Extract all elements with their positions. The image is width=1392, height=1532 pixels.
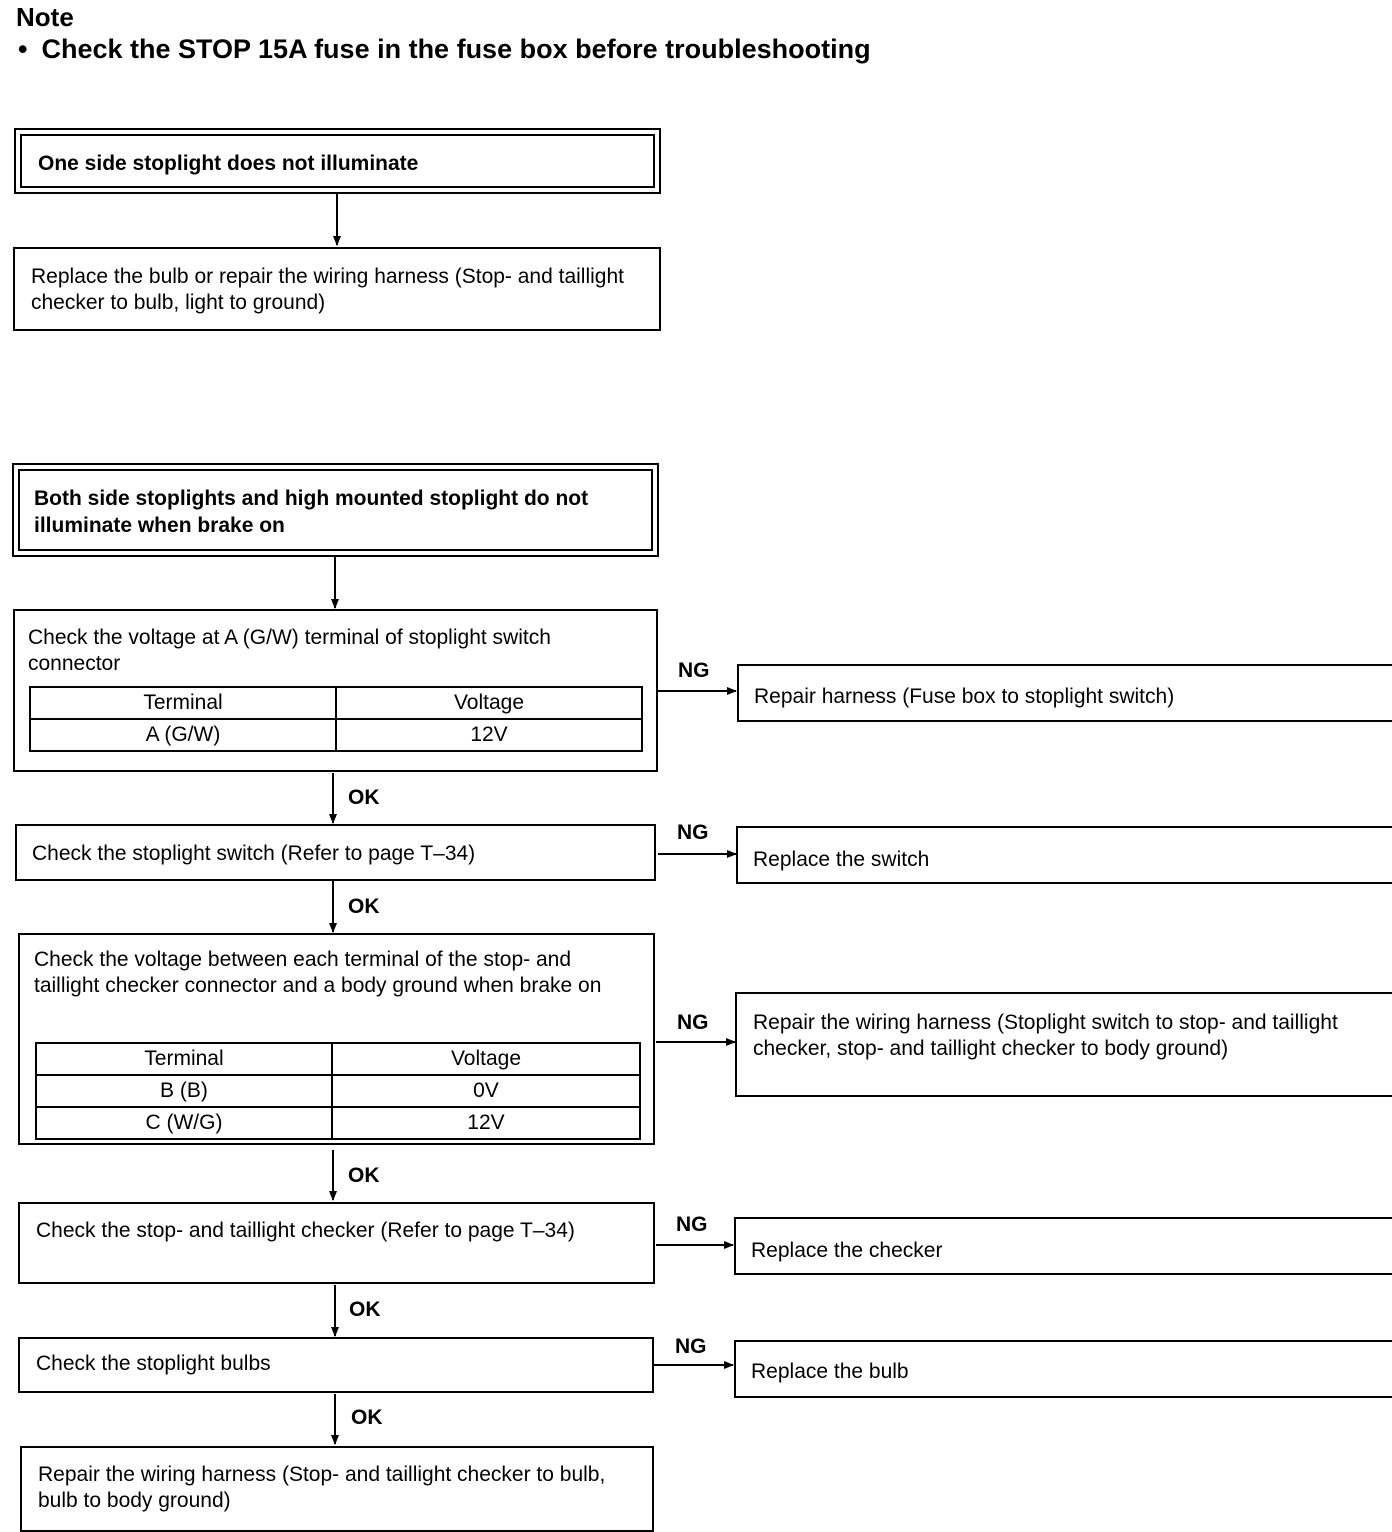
table-row [36,1107,640,1139]
table-cell-voltage: 0V [332,1075,640,1107]
table-cell-terminal: B (B) [36,1075,332,1107]
step3-ng-action: Repair the wiring harness (Stoplight switch to stop- and taillight checker, stop- and taillight checker to body ground) [753,1011,1338,1060]
final-action-box [20,1446,654,1532]
step2-ok-label: OK [348,895,380,918]
flow1-title-box [14,128,661,194]
table-header-row [36,1043,640,1075]
step1-text: Check the voltage at A (G/W) terminal of stoplight switch connector [28,626,551,675]
step3-ng-label: NG [677,1011,709,1034]
step4-ok-label: OK [349,1298,381,1321]
step2-box [15,824,656,881]
table-header-row [30,687,642,719]
note-bullet: • [18,34,28,64]
table-header-terminal: Terminal [36,1043,332,1075]
table-cell-voltage: 12V [336,719,642,751]
step2-ng-action: Replace the switch [753,848,930,871]
table-cell-voltage: 12V [332,1107,640,1139]
table-cell-terminal: C (W/G) [36,1107,332,1139]
step5-ng-action: Replace the bulb [751,1360,909,1383]
step3-ng-box [735,992,1392,1097]
step3-table [35,1042,641,1140]
flow2-title-box [12,463,659,557]
step4-ng-box [734,1217,1392,1275]
flow2-title: Both side stoplights and high mounted stoplight do not illuminate when brake on [34,487,589,537]
step4-text: Check the stop- and taillight checker (Refer to page T–34) [36,1219,575,1242]
note-title: Note [16,2,74,32]
flow1-action-box [13,247,661,331]
step4-ng-label: NG [676,1213,708,1236]
step2-text: Check the stoplight switch (Refer to page T–34) [32,842,476,865]
step5-ng-box [734,1340,1392,1398]
note-text: Check the STOP 15A fuse in the fuse box before troubleshooting [41,34,871,64]
step1-ng-box [737,664,1392,722]
table-header-voltage: Voltage [332,1043,640,1075]
step5-text: Check the stoplight bulbs [36,1352,271,1375]
table-row [36,1075,640,1107]
step1-box [13,609,658,772]
table-header-terminal: Terminal [30,687,336,719]
flow1-title: One side stoplight does not illuminate [38,152,419,175]
step1-ok-label: OK [348,786,380,809]
step4-ng-action: Replace the checker [751,1239,943,1262]
step1-table [29,686,643,752]
flow1-action: Replace the bulb or repair the wiring harness (Stop- and taillight checker to bulb, light to ground) [31,265,624,314]
step3-ok-label: OK [348,1164,380,1187]
step3-text: Check the voltage between each terminal of the stop- and taillight checker connector and a body ground when brake on [34,948,602,997]
step5-box [18,1337,654,1393]
final-action: Repair the wiring harness (Stop- and taillight checker to bulb, bulb to body ground) [38,1463,606,1512]
step3-box [18,933,655,1145]
step5-ok-label: OK [351,1406,383,1429]
table-cell-terminal: A (G/W) [30,719,336,751]
step2-ng-box [736,826,1392,884]
step4-box [18,1202,655,1284]
step2-ng-label: NG [677,821,709,844]
step5-ng-label: NG [675,1335,707,1358]
step1-ng-label: NG [678,659,710,682]
table-row [30,719,642,751]
step1-ng-action: Repair harness (Fuse box to stoplight switch) [754,685,1175,708]
table-header-voltage: Voltage [336,687,642,719]
note-text-line [18,34,871,65]
